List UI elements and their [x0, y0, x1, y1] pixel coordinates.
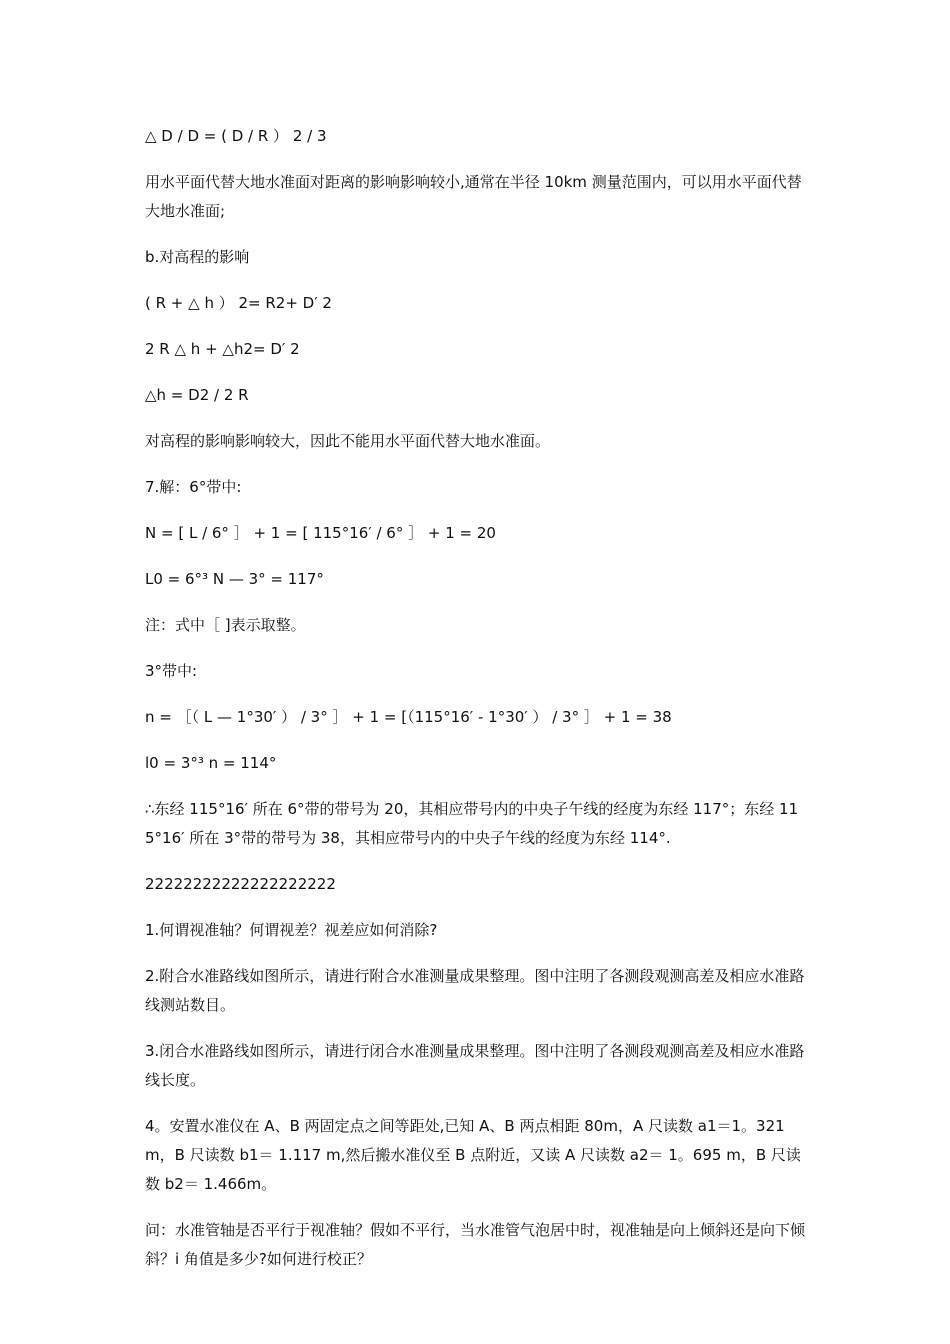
note-rounding: 注：式中［ ]表示取整。	[145, 616, 306, 634]
paragraph-distance-effect: 用水平面代替大地水准面对距离的影响影响较小,通常在半径 10km 测量范围内，可以用水平面代替大地水准面;	[145, 173, 802, 220]
heading-elevation-effect: b.对高程的影响	[145, 248, 250, 266]
question-2: 2.附合水准路线如图所示，请进行附合水准测量成果整理。图中注明了各测段观测高差及相应水准路线测站数目。	[145, 967, 805, 1014]
paragraph-conclusion: ∴东经 115°16′ 所在 6°带的带号为 20，其相应带号内的中央子午线的经度为东经 117°；东经 115°16′ 所在 3°带的带号为 38，其相应带号内的中央子午线的经度为东经 114°.	[145, 800, 799, 847]
formula-elevation-2: 2 R △ h + △h2= D′ 2	[145, 340, 300, 358]
formula-zone-3-meridian: l0 = 3°³ n = 114°	[145, 754, 277, 772]
question-4-ask: 问：水准管轴是否平行于视准轴？假如不平行，当水准管气泡居中时，视准轴是向上倾斜还是向下倾斜？i 角值是多少?如何进行校正？	[145, 1221, 806, 1268]
formula-zone-6-meridian: L0 = 6°³ N — 3° = 117°	[145, 570, 324, 588]
formula-elevation-3: △h = D2 / 2 R	[145, 386, 249, 404]
formula-elevation-1: ( R + △ h ） 2= R2+ D′ 2	[145, 294, 332, 312]
zone-3-heading: 3°带中:	[145, 662, 198, 680]
section-separator: 22222222222222222222	[145, 875, 336, 893]
paragraph-elevation-effect: 对高程的影响影响较大，因此不能用水平面代替大地水准面。	[145, 432, 551, 450]
question-3: 3.闭合水准路线如图所示，请进行闭合水准测量成果整理。图中注明了各测段观测高差及相应水准路线长度。	[145, 1042, 805, 1089]
formula-zone-3-number: n = ［（ L — 1°30′ ） / 3° ］ + 1 = [（115°16′ - 1°30′ ） / 3° ］ + 1 = 38	[145, 708, 672, 726]
document-body	[145, 122, 807, 1291]
question-1: 1.何谓视准轴？何谓视差？视差应如何消除?	[145, 921, 438, 939]
answer-7-heading: 7.解：6°带中:	[145, 478, 242, 496]
formula-zone-6-number: N = [ L / 6° ］ + 1 = [ 115°16′ / 6° ］ + 1 = 20	[145, 524, 496, 542]
question-4: 4。安置水准仪在 A、B 两固定点之间等距处,已知 A、B 两点相距 80m，A 尺读数 a1＝1。321 m，B 尺读数 b1＝ 1.117 m,然后搬水准仪至 B 点附近，又读 A 尺读数 a2＝ 1。695 m，B 尺读数 b2＝ 1.466m。	[145, 1117, 801, 1193]
formula-distance-error: △ D / D = ( D / R ） 2 / 3	[145, 127, 327, 145]
